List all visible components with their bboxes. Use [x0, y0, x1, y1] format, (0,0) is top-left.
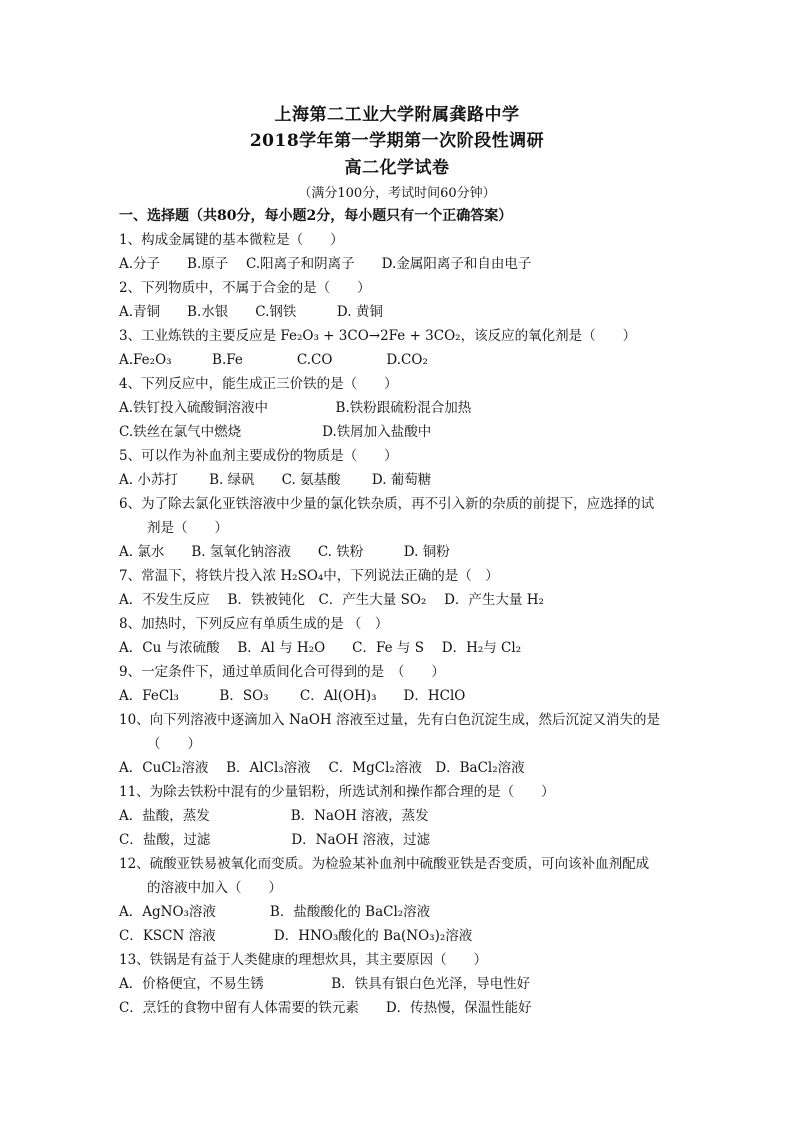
question-13: 13、铁锅是有益于人类健康的理想炊具，其主要原因（ ） [119, 952, 488, 968]
exam-info: （满分100分，考试时间60分钟） [298, 186, 496, 201]
options-4b: C.铁丝在氯气中燃烧 D.铁屑加入盐酸中 [119, 424, 432, 440]
options-5: A. 小苏打 B. 绿矾 C. 氨基酸 D. 葡萄糖 [119, 472, 432, 488]
options-1: A.分子 B.原子 C.阳离子和阴离子 D.金属阳离子和自由电子 [119, 256, 532, 272]
options-8: A．Cu 与浓硫酸 B．Al 与 H₂O C．Fe 与 S D．H₂与 Cl₂ [119, 640, 522, 656]
question-5: 5、可以作为补血剂主要成份的物质是（ ） [119, 448, 398, 464]
term-title: 2018学年第一学期第一次阶段性调研 [249, 131, 545, 151]
question-2: 2、下列物质中，不属于合金的是（ ） [119, 280, 371, 296]
options-9: A．FeCl₃ B．SO₃ C．Al(OH)₃ D．HClO [119, 688, 466, 704]
options-12a: A．AgNO₃溶液 B．盐酸酸化的 BaCl₂溶液 [119, 904, 431, 920]
options-12b: C．KSCN 溶液 D．HNO₃酸化的 Ba(NO₃)₂溶液 [119, 928, 473, 944]
options-11a: A．盐酸，蒸发 B．NaOH 溶液，蒸发 [119, 808, 429, 824]
question-9: 9、一定条件下，通过单质间化合可得到的是 （ ） [119, 664, 445, 680]
question-12: 12、硫酸亚铁易被氧化而变质。为检验某补血剂中硫酸亚铁是否变质，可向该补血剂配成 [119, 856, 650, 872]
options-4a: A.铁钉投入硫酸铜溶液中 B.铁粉跟硫粉混合加热 [119, 400, 472, 416]
options-6: A. 氯水 B. 氢氧化钠溶液 C. 铁粉 D. 铜粉 [119, 544, 450, 560]
options-2: A.青铜 B.水银 C.钢铁 D. 黄铜 [119, 304, 383, 320]
section-heading: 一、选择题（共80分，每小题2分，每小题只有一个正确答案） [119, 208, 513, 224]
options-13b: C．烹饪的食物中留有人体需要的铁元素 D．传热慢，保温性能好 [119, 1000, 532, 1016]
question-8: 8、加热时，下列反应有单质生成的是 （ ） [119, 616, 389, 632]
question-7: 7、常温下，将铁片投入浓 H₂SO₄中，下列说法正确的是（ ） [119, 568, 499, 584]
school-title: 上海第二工业大学附属龚路中学 [274, 105, 520, 125]
question-6-cont: 剂是（ ） [147, 520, 228, 536]
options-11b: C．盐酸，过滤 D．NaOH 溶液，过滤 [119, 832, 431, 848]
question-6: 6、为了除去氯化亚铁溶液中少量的氯化铁杂质，再不引入新的杂质的前提下，应选择的试 [119, 496, 655, 512]
options-3: A.Fe₂O₃ B.Fe C.CO D.CO₂ [119, 352, 428, 368]
question-3: 3、工业炼铁的主要反应是 Fe₂O₃ + 3CO→2Fe + 3CO₂，该反应的氧化剂是（ ） [119, 328, 637, 344]
subject-title: 高二化学试卷 [344, 158, 450, 178]
question-10-cont: （ ） [147, 736, 201, 752]
question-11: 11、为除去铁粉中混有的少量铝粉，所选试剂和操作都合理的是（ ） [119, 784, 555, 800]
options-10: A．CuCl₂溶液 B．AlCl₃溶液 C．MgCl₂溶液 D．BaCl₂溶液 [119, 760, 525, 776]
options-13a: A．价格便宜，不易生锈 B．铁具有银白色光泽，导电性好 [119, 976, 531, 992]
question-12-cont: 的溶液中加入（ ） [147, 880, 282, 896]
question-10: 10、向下列溶液中逐滴加入 NaOH 溶液至过量，先有白色沉淀生成，然后沉淀又消失的是 [119, 712, 660, 728]
question-1: 1、构成金属键的基本微粒是（ ） [119, 232, 344, 248]
options-7: A．不发生反应 B．铁被钝化 C．产生大量 SO₂ D．产生大量 H₂ [119, 592, 544, 608]
question-4: 4、下列反应中，能生成正三价铁的是（ ） [119, 376, 398, 392]
